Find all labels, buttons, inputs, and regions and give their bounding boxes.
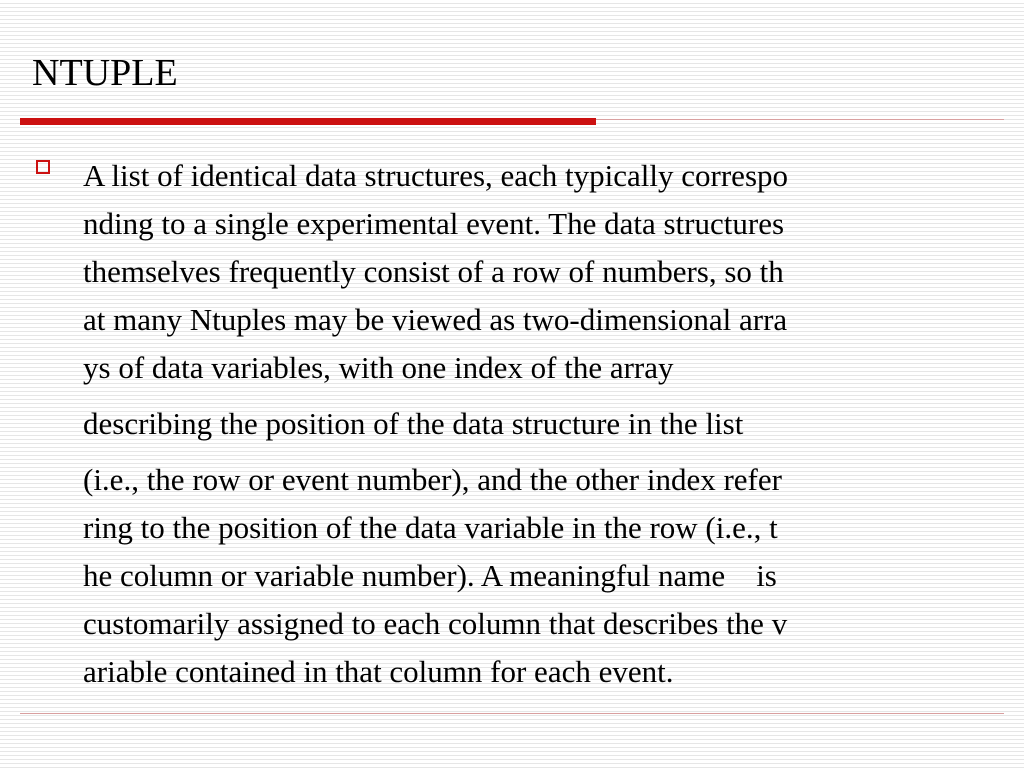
bullet-line: A list of identical data structures, each typically correspo xyxy=(83,158,789,193)
bullet-line: themselves frequently consist of a row of numbers, so th xyxy=(83,254,784,289)
bullet-line: ariable contained in that column for each event. xyxy=(83,654,674,689)
bullet-line: describing the position of the data structure in the list xyxy=(83,406,744,441)
bullet-paragraph xyxy=(83,152,1003,696)
bullet-line: customarily assigned to each column that describes the v xyxy=(83,606,788,641)
bullet-line: at many Ntuples may be viewed as two-dimensional arra xyxy=(83,302,788,337)
bullet-line: (i.e., the row or event number), and the other index refer xyxy=(83,462,782,497)
slide-title: NTUPLE xyxy=(32,52,178,94)
bullet-line: ys of data variables, with one index of the array xyxy=(83,350,674,385)
hollow-square-bullet-icon xyxy=(36,160,50,174)
footer-rule xyxy=(20,713,1004,714)
title-underline-thin xyxy=(596,119,1004,120)
bullet-line: nding to a single experimental event. The data structures xyxy=(83,206,785,241)
bullet-line: he column or variable number). A meaningful name is xyxy=(83,558,777,593)
title-underline-accent xyxy=(20,118,596,125)
bullet-line: ring to the position of the data variable in the row (i.e., t xyxy=(83,510,778,545)
